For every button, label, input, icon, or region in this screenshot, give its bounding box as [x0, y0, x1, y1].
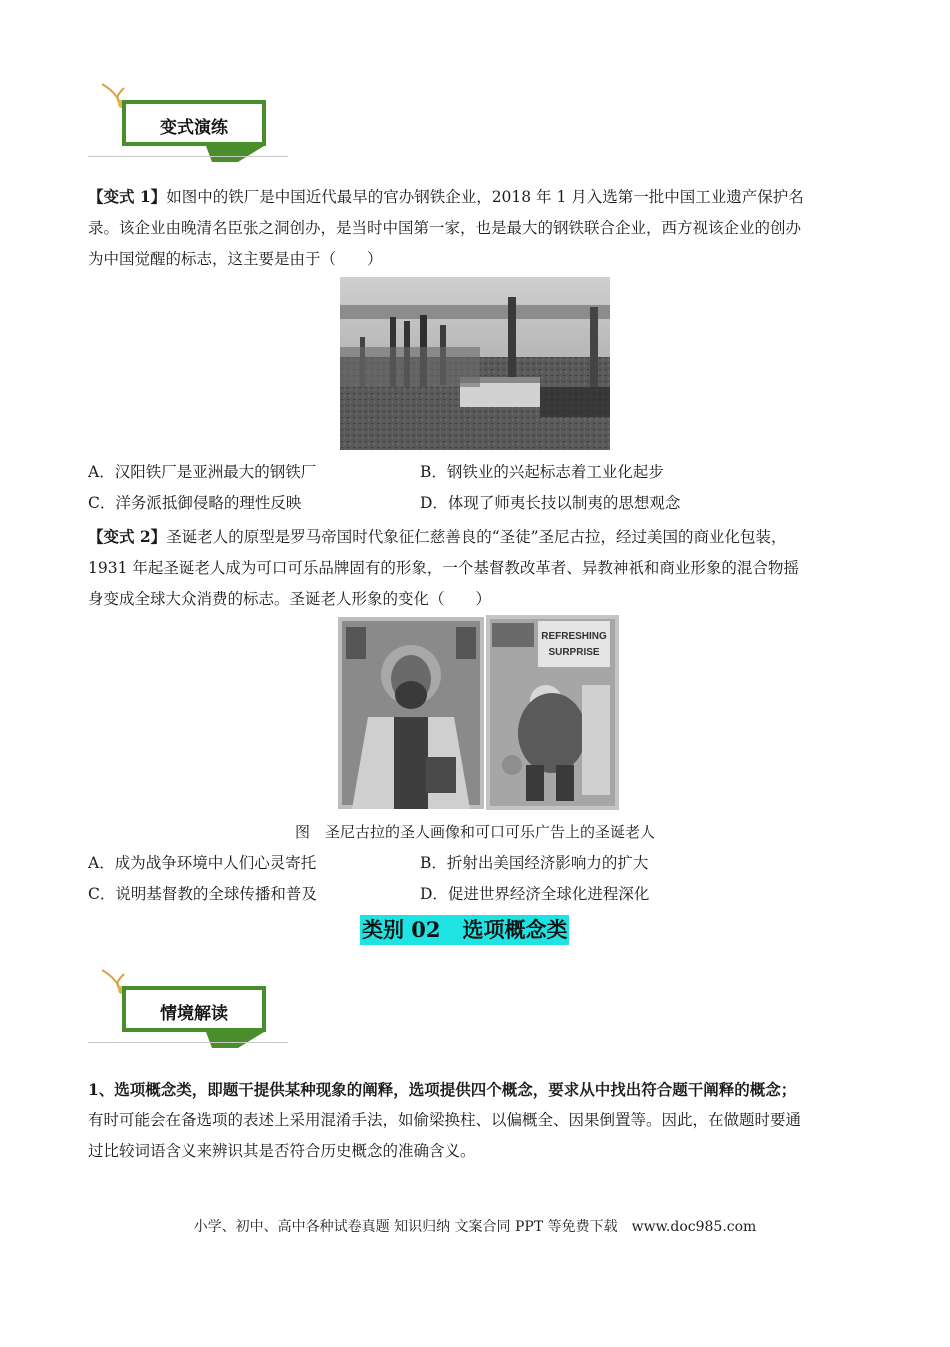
question-2-line-2: 1931 年起圣诞老人成为可口可乐品牌固有的形象，一个基督教改革者、异教神祇和商业形象的混合物摇 [88, 559, 799, 577]
question-2-line-3: 身变成全球大众消费的标志。圣诞老人形象的变化（ ） [88, 590, 492, 608]
question-1-stem [88, 181, 863, 275]
category-title: 类别 02 选项概念类 [360, 915, 569, 945]
figure-caption: 图 圣尼古拉的圣人画像和可口可乐广告上的圣诞老人 [294, 823, 655, 841]
question-1-line-2: 录。该企业由晚清名臣张之洞创办，是当时中国第一家，也是最大的钢铁联合企业，西方视该企业的创办 [88, 219, 802, 237]
ad-text-line-2: SURPRISE [548, 647, 600, 658]
banner-title: 变式演练 [160, 118, 228, 138]
question-2-option-c: C．说明基督教的全球传播和普及 [88, 885, 317, 903]
question-1-line-1: 如图中的铁厂是中国近代最早的官办钢铁企业，2018 年 1 月入选第一批中国工业遗产保护名 [166, 188, 804, 206]
banner-frame [122, 986, 266, 1032]
question-1-line-3: 为中国觉醒的标志，这主要是由于（ ） [88, 250, 383, 268]
question-1-option-d: D．体现了师夷长技以制夷的思想观念 [420, 494, 681, 512]
question-1-option-c: C．洋务派抵御侵略的理性反映 [88, 494, 302, 512]
question-2-option-d: D．促进世界经济全球化进程深化 [420, 885, 650, 903]
explanation-line-2: 有时可能会在备选项的表述上采用混淆手法，如偷梁换柱、以偏概全、因果倒置等。因此，在做题时要通 [88, 1111, 802, 1129]
explanation-line-1: 1、选项概念类，即题干提供某种现象的阐释，选项提供四个概念，要求从中找出符合题干阐释的概念； [88, 1080, 797, 1099]
question-2-stem [88, 521, 863, 615]
explanation-text [88, 1074, 863, 1167]
question-2-tag: 【变式 2】 [88, 527, 167, 546]
banner-divider [88, 156, 288, 157]
saint-nicholas-icon-painting [338, 617, 484, 809]
banner-frame [122, 100, 266, 146]
question-1-option-b: B．钢铁业的兴起标志着工业化起步 [420, 463, 664, 481]
question-2-option-a: A．成为战争环境中人们心灵寄托 [88, 854, 317, 872]
explanation-line-3: 过比较词语含义来辨识其是否符合历史概念的准确含义。 [88, 1142, 476, 1160]
section-banner-context [88, 968, 273, 1058]
ad-text-line-1: REFRESHING [541, 631, 607, 642]
question-1-tag: 【变式 1】 [88, 187, 167, 206]
ironworks-photo [340, 277, 610, 450]
question-1-option-a: A．汉阳铁厂是亚洲最大的钢铁厂 [88, 463, 317, 481]
page-footer: 小学、初中、高中各种试卷真题 知识归纳 文案合同 PPT 等免费下载 www.doc985.com [193, 1219, 757, 1235]
question-2-option-b: B．折射出美国经济影响力的扩大 [420, 854, 649, 872]
coca-cola-santa-ad [486, 615, 619, 810]
section-banner-practice [88, 82, 273, 172]
banner-divider [88, 1042, 288, 1043]
banner-title: 情境解读 [160, 1004, 228, 1024]
question-2-line-1: 圣诞老人的原型是罗马帝国时代象征仁慈善良的“圣徒”圣尼古拉，经过美国的商业化包装， [166, 528, 787, 546]
